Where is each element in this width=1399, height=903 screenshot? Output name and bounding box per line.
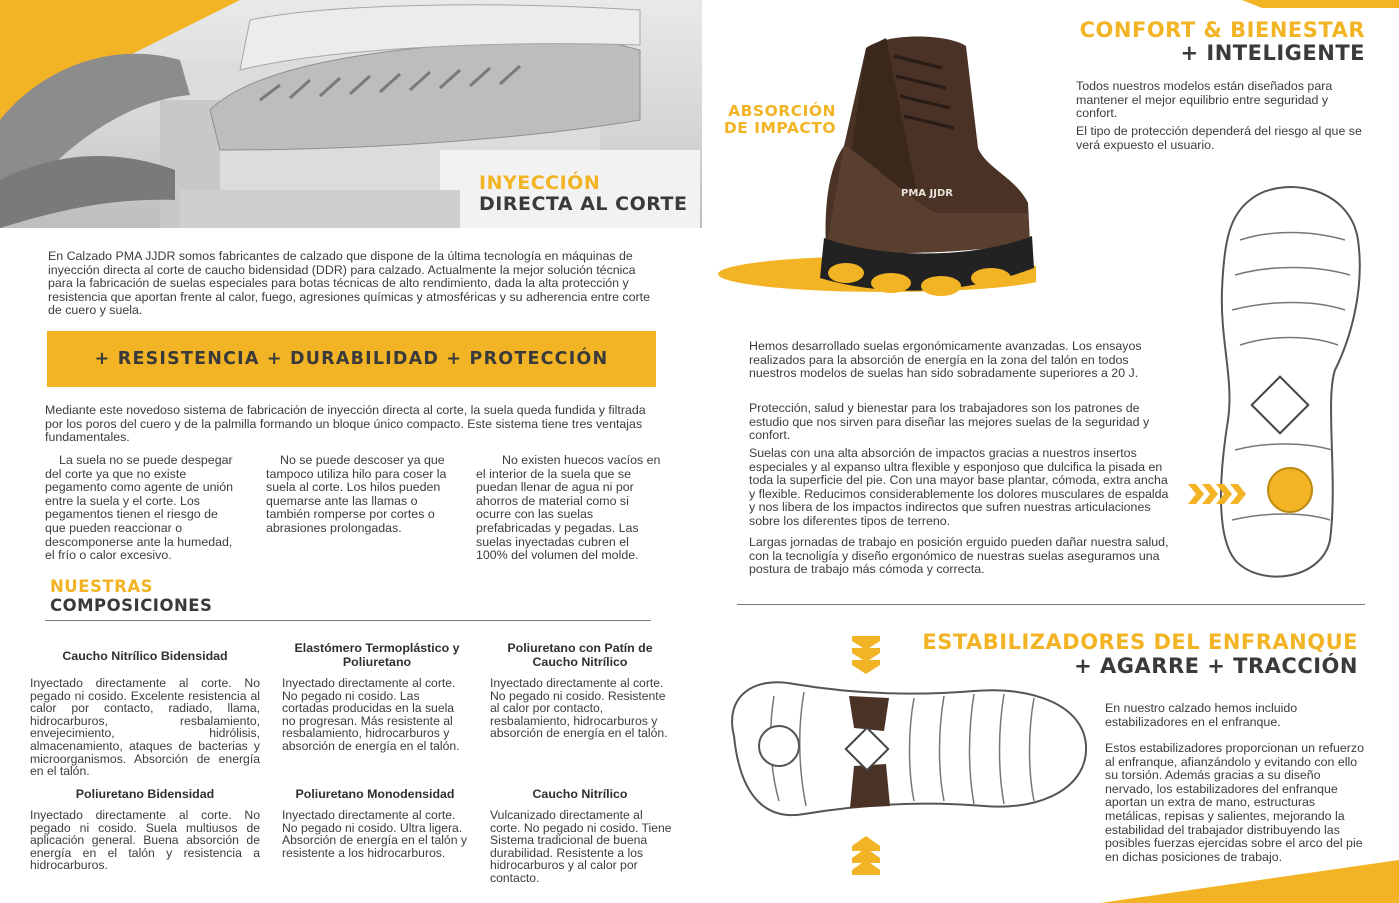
stabilizer-sole-drawing: [714, 636, 1094, 892]
composition-4-body: Inyectado directamente al corte. No pegado ni cosido. Suela multiusos de aplicación general. Buena absorción de energía en el talón y resistencia a hidrocarburos.: [30, 808, 260, 873]
bottom-yellow-accent: [1100, 840, 1399, 903]
safety-boot-image: [716, 28, 1036, 308]
compositions-divider: [45, 620, 651, 621]
stabilizers-paragraph-1: En nuestro calzado hemos incluido estabilizadores en el enfranque.: [1105, 701, 1298, 729]
absorption-title-line1: ABSORCIÓN: [728, 102, 836, 120]
composition-2-title: Elastómero Termoplástico y Poliuretano: [294, 641, 460, 669]
advantage-3: No existen huecos vacíos en el interior de la suela que se puedan llenar de agua ni por ahorros de material como si ocurre con las suelas prefabricadas y pegadas. Las suelas inyectadas cubren el 100% del volumen del molde.: [476, 453, 661, 563]
composition-5-body: Inyectado directamente al corte. No pegado ni cosido. Ultra ligera. Absorción de energía en el talón y resistente a los hidrocarburos.: [282, 808, 467, 860]
compositions-title-line1: NUESTRAS: [50, 577, 153, 596]
composition-2-body: Inyectado directamente al corte. No pegado ni cosido. Las cortadas producidas en la suela no progresan. Más resistente al resbalamiento, hidrocarburos y absorción de energía en el talón.: [282, 676, 460, 753]
system-text: Mediante este novedoso sistema de fabricación de inyección directa al corte, la suela queda fundida y filtrada por los poros del cuero y de la palmilla formando un bloque único compacto. Este sistema tiene tres ventajas fundamentales.: [45, 403, 646, 445]
composition-1-body: Inyectado directamente al corte. No pegado ni cosido. Excelente resistencia al calor por contacto, radiado, llama, hidrocarburos, resbalamiento, envejecimiento, hidrólisis, almacenamiento, ataques de bacterias y microorganismos. Absorción de energía en el talón.: [30, 676, 260, 779]
boot-brand-label: PMA JJDR: [901, 188, 953, 199]
sole-outline-drawing: [1210, 180, 1365, 590]
composition-4-title: Poliuretano Bidensidad: [75, 787, 215, 801]
composition-3-body: Inyectado directamente al corte. No pegado ni cosido. Resistente al calor por contacto, resbalamiento, hidrocarburos y absorción de energía en el talón.: [490, 676, 668, 741]
comfort-body-1: Hemos desarrollado suelas ergonómicamente avanzadas. Los ensayos realizados para la absorción de energía en la zona del talón en todos nuestros modelos de suelas han sido sobradamente superiores a 20 J.: [749, 339, 1142, 381]
comfort-title-line2: + INTELIGENTE: [1180, 41, 1365, 65]
composition-5-title: Poliuretano Monodensidad: [295, 787, 455, 801]
composition-6-title: Caucho Nitrílico: [532, 787, 628, 801]
composition-3-title: Poliuretano con Patín de Caucho Nitrílico: [507, 641, 653, 669]
benefits-band-text: + RESISTENCIA + DURABILIDAD + PROTECCIÓN: [94, 349, 609, 369]
comfort-paragraph-2: El tipo de protección dependerá del riesgo al que se verá expuesto el usuario.: [1076, 124, 1362, 152]
composition-6-body: Vulcanizado directamente al corte. No pegado ni cosido. Tiene Sistema tradicional de buena durabilidad. Resistente a los hidrocarburos y al calor por contacto.: [490, 808, 672, 885]
injection-intro: En Calzado PMA JJDR somos fabricantes de calzado que dispone de la última tecnología en máquinas de inyección directa al corte de caucho bidensidad (DDR) para calzado. Actualmente la mejor solución técnica para la fabricación de suelas especiales para botas técnicas de alto rendimiento, dada la alta protección y resistencia que aportan frente al calor, fuego, agresiones químicas y atmosféricas y su adherencia entre corte de cuero y suela.: [48, 249, 650, 318]
injection-title-line1: INYECCIÓN: [479, 172, 601, 194]
advantage-2: No se puede descoser ya que tampoco utiliza hilo para coser la suela al corte. Los hilos pueden quemarse ante las llamas o también romperse por cortes o abrasiones prolongadas.: [266, 453, 447, 535]
injection-title-line2: DIRECTA AL CORTE: [479, 193, 688, 215]
chevron-arrows-icon: [1188, 484, 1248, 504]
stabilizers-title-line2: + AGARRE + TRACCIÓN: [1074, 654, 1358, 678]
comfort-paragraph-1: Todos nuestros modelos están diseñados para mantener el mejor equilibrio entre seguridad y confort.: [1076, 79, 1333, 121]
stabilizers-divider: [737, 604, 1365, 605]
comfort-body-4: Largas jornadas de trabajo en posición erguido pueden dañar nuestra salud, con la tecnoligía y diseño ergonómico de nuestras suelas aseguramos una postura de trabajo más cómoda y correcta.: [749, 535, 1169, 577]
advantage-1: La suela no se puede despegar del corte ya que no existe pegamento como agente de unión entre la suela y el corte. Los pegamentos tienen el riesgo de que pueden reaccionar o descomponerse ante la humedad, el frío o calor excesivo.: [45, 453, 234, 563]
composition-1-title: Caucho Nitrílico Bidensidad: [62, 649, 228, 663]
stabilizers-title-line1: ESTABILIZADORES DEL ENFRANQUE: [922, 630, 1358, 654]
absorption-title-line2: DE IMPACTO: [723, 119, 836, 137]
stabilizers-paragraph-2: Estos estabilizadores proporcionan un refuerzo al enfranque, afianzándolo y evitando con ello su torsión. Además gracias a su diseño nervado, los estabilizadores del enfranque aportan un extra de mano, estructuras metálicas, repisas y salientes, mejorando la estabilidad del trabajador distribuyendo las posibles fuerzas ejercidas sobre el arco del pie en dichas posiciones de trabajo.: [1105, 741, 1364, 864]
compositions-title-line2: COMPOSICIONES: [50, 596, 213, 615]
benefits-band: [47, 331, 656, 387]
comfort-title-line1: CONFORT & BIENESTAR: [1079, 18, 1365, 42]
comfort-body-2: Protección, salud y bienestar para los trabajadores son los patrones de estudio que nos sirven para diseñar las mejores suelas de la seguridad y confort.: [749, 401, 1150, 443]
comfort-body-3: Suelas con una alta absorción de impactos gracias a nuestros insertos especiales y al expanso ultra flexible y esponjoso que dulcifica la pisada en toda la superficie del pie. Con una mayor base plantar, cómoda, extra ancha y flexible. Reducimos considerablemente los dolores musculares de espalda y nos libera de los impactos indirectos que sufren nuestras articulaciones sobre los diferentes tipos de terreno.: [749, 446, 1169, 528]
